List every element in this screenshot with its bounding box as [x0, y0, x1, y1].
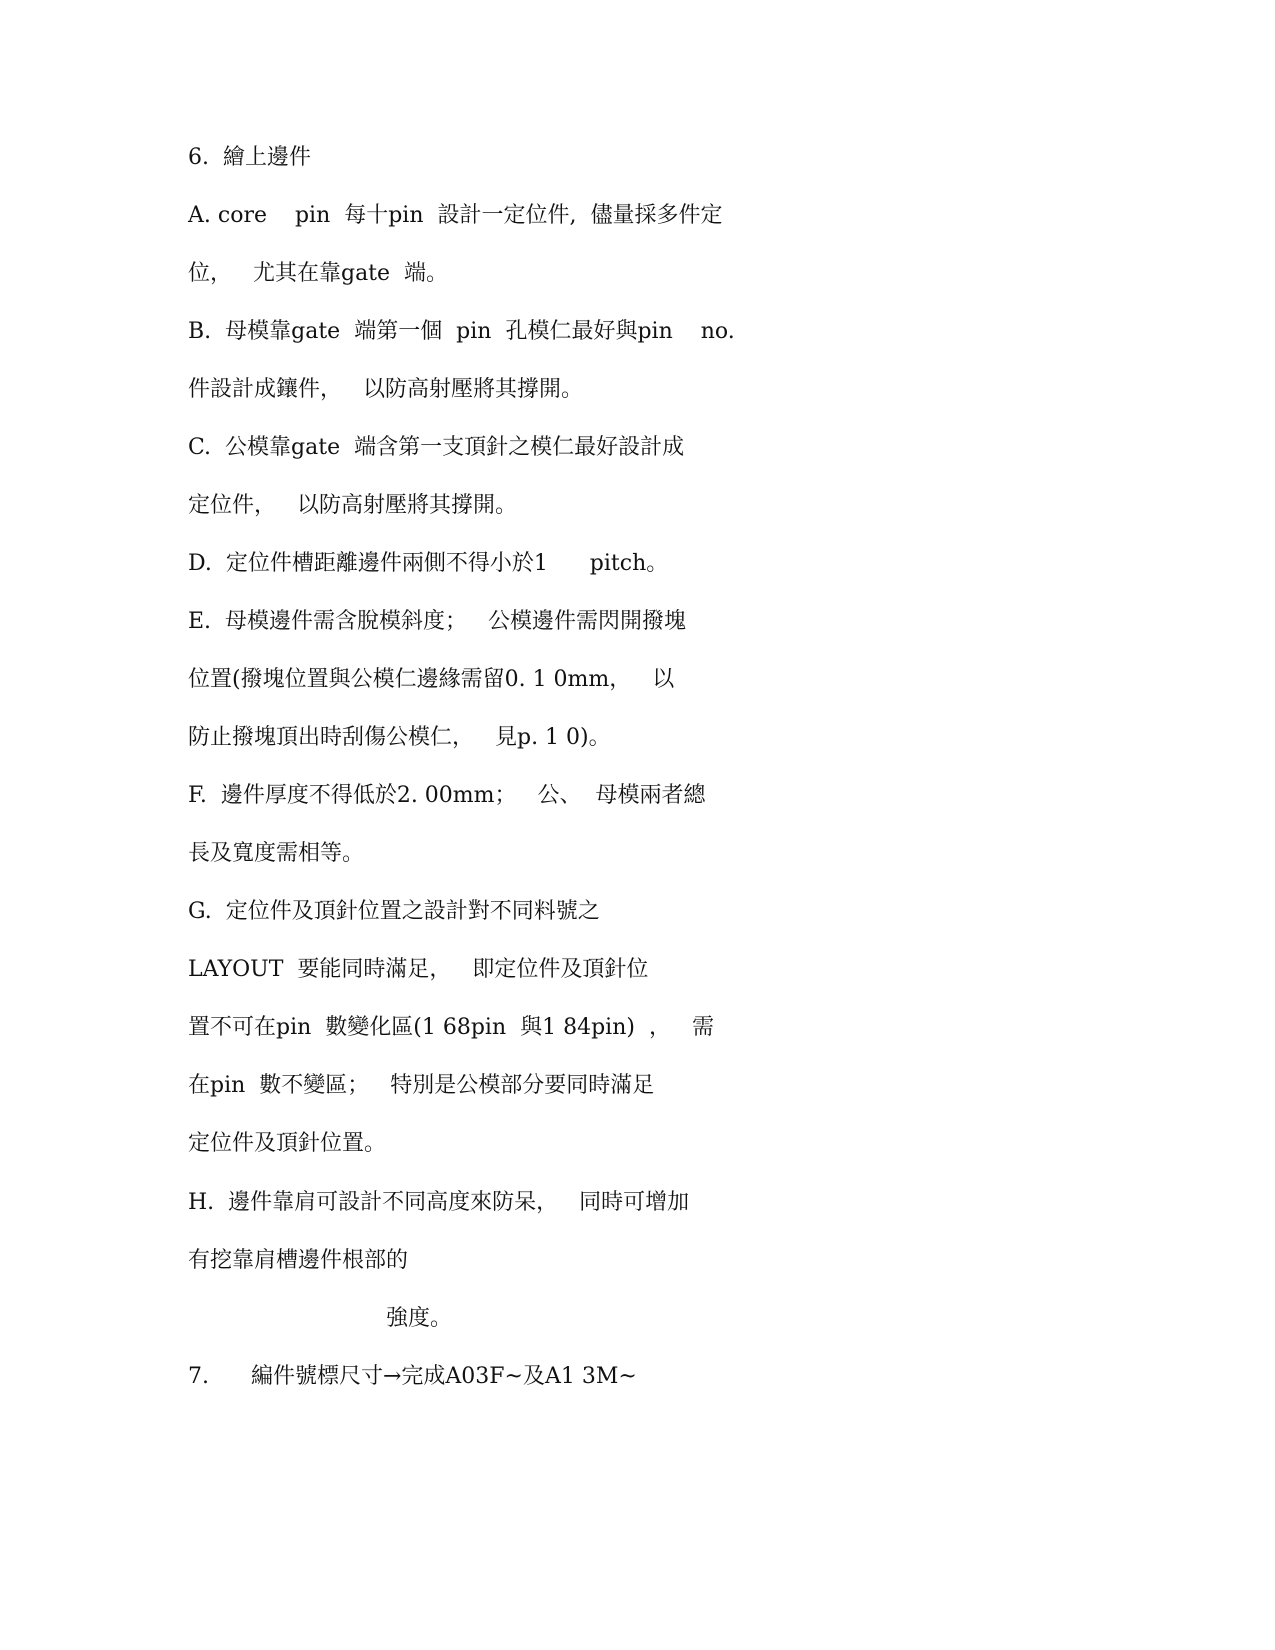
item-e-line-3: 防止撥塊頂出時刮傷公模仁， 見p. 1 0)。	[188, 725, 611, 750]
item-g-line-3: 置不可在pin 數變化區(1 68pin 與1 84pin) ， 需	[188, 1015, 714, 1040]
item-f-line-1: F. 邊件厚度不得低於2. 00mm； 公、 母模兩者總	[188, 783, 706, 808]
item-d-line-1: D. 定位件槽距離邊件兩側不得小於1 pitch。	[188, 551, 669, 576]
item-e-line-1: E. 母模邊件需含脫模斜度； 公模邊件需閃開撥塊	[188, 609, 687, 634]
item-a-line-1: A. core pin 每十pin 設計一定位件, 儘量採多件定	[188, 203, 723, 228]
item-h-line-1: H. 邊件靠肩可設計不同高度來防呆， 同時可增加	[188, 1190, 690, 1215]
section-6-heading: 6. 繪上邊件	[188, 145, 311, 170]
item-f-line-2: 長及寬度需相等。	[188, 841, 365, 866]
item-g-line-2: LAYOUT 要能同時滿足， 即定位件及頂針位	[188, 957, 649, 982]
item-g-line-4: 在pin 數不變區； 特別是公模部分要同時滿足	[188, 1073, 655, 1098]
item-b-line-1: B. 母模靠gate 端第一個 pin 孔模仁最好與pin no.	[188, 319, 735, 344]
item-c-line-2: 定位件， 以防高射壓將其撐開。	[188, 493, 517, 518]
item-g-line-5: 定位件及頂針位置。	[188, 1131, 387, 1156]
item-h-line-3: 強度。	[386, 1306, 453, 1331]
item-c-line-1: C. 公模靠gate 端含第一支頂針之模仁最好設計成	[188, 435, 685, 460]
item-g-line-1: G. 定位件及頂針位置之設計對不同料號之	[188, 899, 600, 924]
section-7-heading: 7. 編件號標尺寸→完成A03F~及A1 3M~	[188, 1364, 637, 1389]
item-a-line-2: 位， 尤其在靠gate 端。	[188, 261, 449, 286]
item-h-line-2: 有挖靠肩槽邊件根部的	[188, 1248, 409, 1273]
item-b-line-2: 件設計成鑲件， 以防高射壓將其撐開。	[188, 377, 583, 402]
item-e-line-2: 位置(撥塊位置與公模仁邊緣需留0. 1 0mm， 以	[188, 667, 675, 692]
